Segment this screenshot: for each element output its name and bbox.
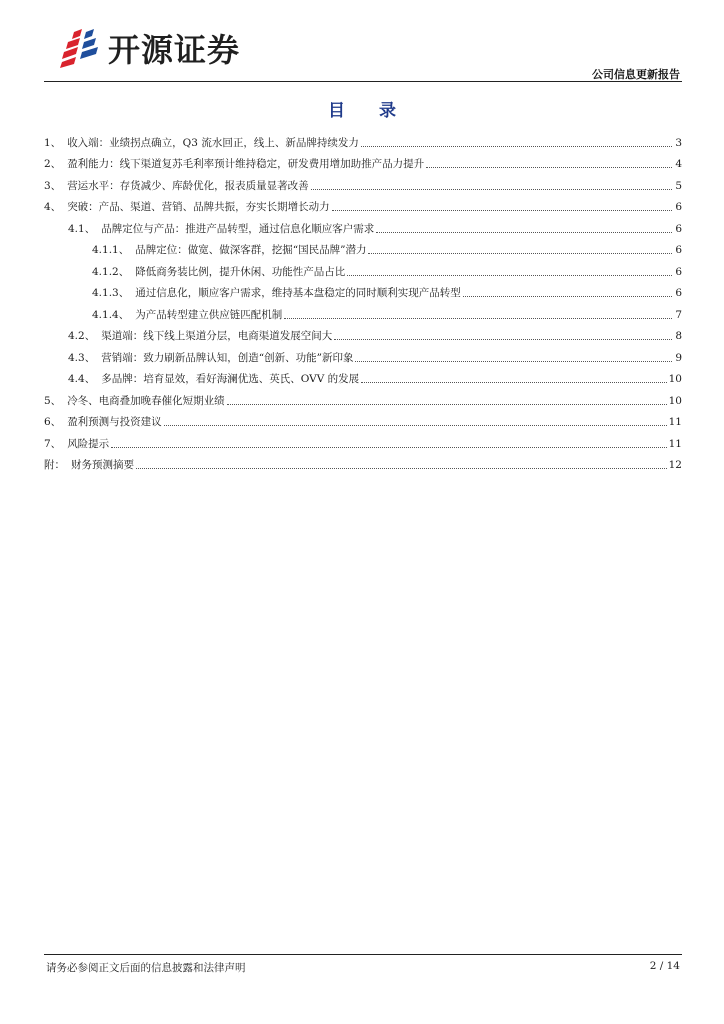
toc-entry-number: 5、	[44, 394, 62, 407]
toc-entry[interactable]	[44, 451, 682, 473]
toc-entry[interactable]	[44, 279, 682, 301]
toc-dot-leader	[332, 209, 672, 211]
toc-entry-number: 4.1.1、	[92, 244, 130, 256]
toc-entry-page: 11	[668, 437, 682, 450]
toc-entry[interactable]	[44, 171, 682, 193]
toc-entry-page: 6	[675, 244, 682, 256]
toc-dot-leader	[368, 252, 672, 254]
toc-entry-page: 6	[675, 222, 682, 235]
toc-dot-leader	[311, 188, 672, 190]
toc-entry-number: 4.4、	[68, 373, 96, 385]
toc-dot-leader	[361, 145, 672, 147]
toc-entry-label	[44, 459, 134, 472]
toc-entry-text: 品牌定位与产品：推进产品转型，通过信息化顺应客户需求	[101, 222, 375, 235]
toc-entry-page: 7	[675, 308, 682, 321]
toc-entry-text: 营运水平：存货减少、库龄优化，报表质量显著改善	[67, 179, 309, 192]
toc-entry-number: 附：	[44, 459, 65, 471]
toc-entry[interactable]	[44, 150, 682, 172]
toc-entry-number: 4.1.3、	[92, 287, 130, 299]
report-type-label: 公司信息更新报告	[592, 68, 680, 81]
toc-entry[interactable]	[44, 236, 682, 258]
toc-entry-text: 多品牌：培育显效，看好海澜优选、英氏、OVV 的发展	[101, 373, 360, 385]
toc-dot-leader	[284, 317, 672, 319]
toc-dot-leader	[347, 274, 672, 276]
toc-entry-number: 4.1.4、	[92, 308, 130, 321]
company-logo	[60, 26, 240, 70]
toc-entry-label	[68, 223, 374, 236]
toc-entry-page: 10	[668, 394, 682, 407]
toc-entry-page: 6	[675, 201, 682, 213]
toc-entry-text: 营销端：致力刷新品牌认知，创造“创新、功能”新印象	[101, 351, 354, 364]
toc-entry[interactable]	[44, 322, 682, 344]
toc-dot-leader	[355, 360, 672, 362]
toc-entry-page: 5	[675, 179, 682, 192]
toc-dot-leader	[426, 166, 672, 168]
toc-dot-leader	[111, 446, 666, 448]
table-of-contents	[44, 128, 682, 472]
toc-entry-text: 渠道端：线下线上渠道分层，电商渠道发展空间大	[101, 330, 333, 342]
toc-dot-leader	[463, 295, 672, 297]
header-divider	[44, 81, 682, 82]
toc-entry-text: 风险提示	[67, 437, 110, 450]
toc-entry[interactable]	[44, 193, 682, 215]
toc-entry-text: 收入端：业绩拐点确立，Q3 流水回正，线上、新品牌持续发力	[67, 136, 359, 149]
toc-dot-leader	[136, 467, 667, 469]
toc-entry-text: 降低商务装比例，提升休闲、功能性产品占比	[135, 265, 346, 278]
toc-entry-page: 11	[668, 416, 682, 428]
toc-entry-number: 2、	[44, 158, 62, 170]
toc-entry-page: 4	[675, 158, 682, 170]
toc-entry-label	[68, 330, 332, 343]
toc-entry-number: 4、	[44, 201, 62, 213]
toc-entry-text: 盈利能力：线下渠道复苏毛利率预计维持稳定，研发费用增加助推产品力提升	[67, 158, 425, 170]
toc-entry-text: 品牌定位：做宽、做深客群，挖掘“国民品牌”潜力	[135, 244, 367, 256]
toc-entry-number: 4.2、	[68, 330, 96, 342]
toc-entry-number: 4.1.2、	[92, 265, 130, 278]
toc-entry-label	[44, 180, 309, 193]
toc-entry-page: 9	[675, 351, 682, 364]
toc-entry-label	[92, 287, 461, 300]
toc-entry-label	[92, 266, 345, 279]
toc-entry-number: 4.1、	[68, 222, 96, 235]
toc-entry[interactable]	[44, 343, 682, 365]
toc-entry-page: 10	[668, 373, 682, 385]
toc-entry-text: 通过信息化，顺应客户需求，维持基本盘稳定的同时顺利实现产品转型	[135, 287, 461, 299]
toc-entry-number: 4.3、	[68, 351, 96, 364]
toc-entry-text: 冷冬、电商叠加晚春催化短期业绩	[67, 394, 225, 407]
toc-entry[interactable]	[44, 408, 682, 430]
toc-entry-page: 6	[675, 287, 682, 299]
toc-entry-label	[44, 137, 359, 150]
toc-entry-number: 6、	[44, 416, 62, 428]
toc-dot-leader	[361, 381, 666, 383]
toc-entry-number: 1、	[44, 136, 62, 149]
toc-dot-leader	[376, 231, 672, 233]
toc-entry-label	[68, 352, 353, 365]
toc-entry-label	[44, 395, 225, 408]
footer-disclaimer: 请务必参阅正文后面的信息披露和法律声明	[46, 962, 246, 974]
toc-entry-label	[44, 438, 109, 451]
toc-entry[interactable]	[44, 365, 682, 387]
toc-entry-label	[92, 244, 366, 257]
toc-entry-page: 3	[675, 136, 682, 149]
toc-entry-label	[92, 309, 282, 322]
toc-entry-label	[44, 201, 330, 214]
toc-entry[interactable]	[44, 300, 682, 322]
toc-entry[interactable]	[44, 429, 682, 451]
page-header	[44, 22, 682, 82]
toc-entry[interactable]	[44, 214, 682, 236]
page-indicator: 2 / 14	[649, 960, 680, 972]
footer-divider	[44, 954, 682, 955]
toc-entry-page: 8	[675, 330, 682, 342]
toc-entry-text: 财务预测摘要	[71, 459, 134, 471]
toc-entry[interactable]	[44, 386, 682, 408]
toc-entry-page: 6	[675, 265, 682, 278]
toc-entry[interactable]	[44, 128, 682, 150]
toc-dot-leader	[164, 424, 667, 426]
toc-entry-page: 12	[668, 459, 682, 471]
toc-entry-label	[68, 373, 359, 386]
toc-entry-number: 3、	[44, 179, 62, 192]
toc-entry[interactable]	[44, 257, 682, 279]
toc-entry-text: 为产品转型建立供应链匹配机制	[135, 308, 283, 321]
toc-entry-text: 盈利预测与投资建议	[67, 416, 162, 428]
kaiyuan-logo-icon	[60, 28, 102, 68]
toc-entry-label	[44, 158, 424, 171]
toc-entry-label	[44, 416, 162, 429]
toc-dot-leader	[334, 338, 672, 340]
toc-entry-text: 突破：产品、渠道、营销、品牌共振，夯实长期增长动力	[67, 201, 330, 213]
logo-text: 开源证券	[108, 31, 241, 69]
toc-entry-number: 7、	[44, 437, 62, 450]
toc-dot-leader	[227, 403, 667, 405]
toc-title: 目 录	[328, 101, 410, 121]
